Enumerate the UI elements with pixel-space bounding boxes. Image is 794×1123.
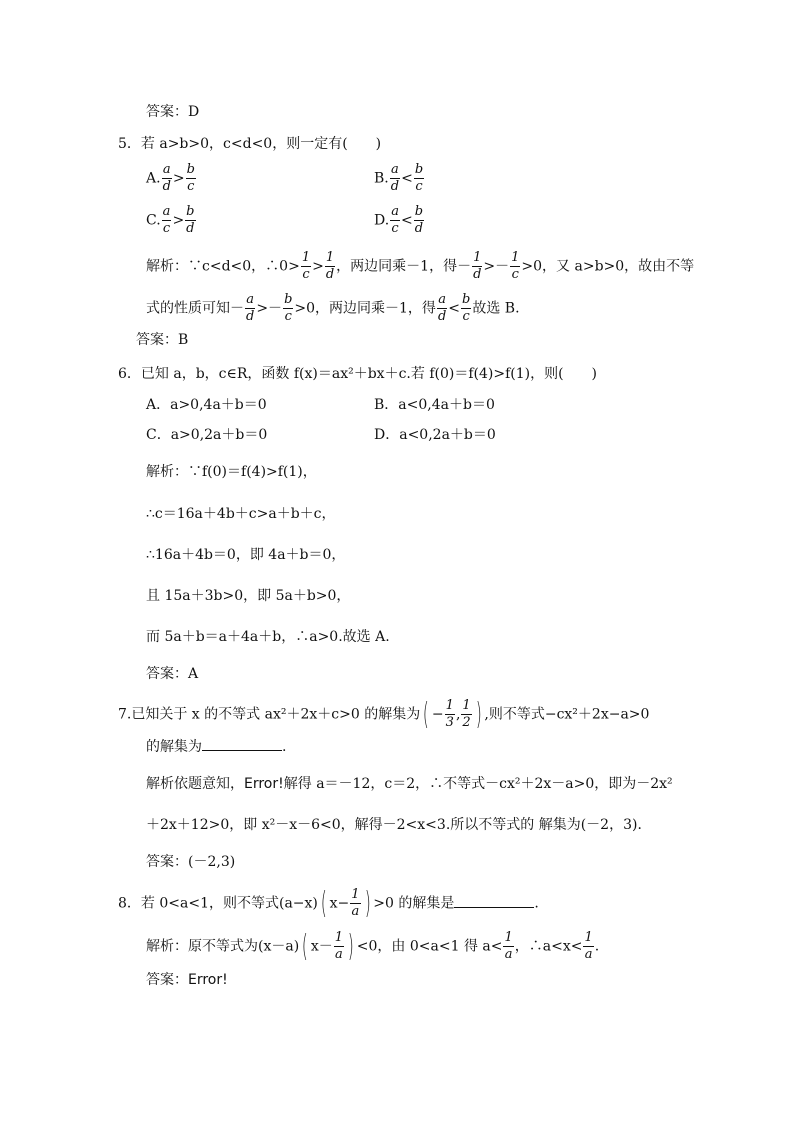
q7-answer-blank[interactable] [202,736,282,751]
q5-solution-line1: 解析：∵c<d<0，∴0> $\frac{1}{c}$ > $\frac{1}{d}$ ，两边同乘－1，得－ $\frac{1}{d}$ >－ $\frac{1}{c}$ >0，又 a>b>0，故由不等 [146,250,695,282]
q5-option-c: C. $\frac{a}{c}$ > $\frac{b}{d}$ [146,204,195,236]
q6-option-d: D．a<0,2a＋b＝0 [374,427,496,443]
q7-answer: 答案：(－2,3) [146,854,236,870]
q5-solution-line2: 式的性质可知－ $\frac{a}{d}$ >－ $\frac{b}{c}$ >0，两边同乘－1，得 $\frac{a}{d}$ < $\frac{b}{c}$ 故选 B. [146,292,520,324]
q6-solution-line2: ∴c＝16a＋4b＋c>a＋b＋c， [146,506,336,522]
q5-answer: 答案：B [136,332,189,348]
answer-4: 答案：D [146,104,200,120]
q5-option-d: D. $\frac{a}{c}$ < $\frac{b}{d}$ [374,204,424,236]
q6-option-c: C．a>0,2a＋b＝0 [146,427,268,443]
q5-option-a: A. $\frac{a}{d}$ > $\frac{b}{c}$ [146,162,195,194]
q8-answer: 答案：Error! [146,972,228,988]
q8-solution: 解析：原不等式为(x－a)( x－ $\frac{1}{a}$ ) <0，由 0<a<1 得 a< $\frac{1}{a}$ ，∴a<x< $\frac{1}{a}$ . [146,928,600,964]
q6-solution-line5: 而 5a＋b＝a＋4a＋b，∴a>0.故选 A. [146,629,390,645]
q7-stem-line2: 的解集为 . [146,736,286,757]
q7-solution-line1: 解析依题意知，Error!解得 a＝－12，c＝2，∴不等式－cx²＋2x－a>0，即为－2x² [146,776,673,792]
q5-option-b: B. $\frac{a}{d}$ < $\frac{b}{c}$ [374,162,424,194]
q6-solution-line4: 且 15a＋3b>0，即 5a＋b>0， [146,588,351,604]
q7-solution-line2: ＋2x＋12>0，即 x²－x－6<0，解得－2<x<3.所以不等式的 解集为(－2，3)． [146,817,652,833]
q8-stem: 8．若 0<a<1，则不等式(a−x)( x− $\frac{1}{a}$ ) >0 的解集是 . [118,885,539,921]
q6-solution-line1: 解析：∵f(0)＝f(4)>f(1)， [146,464,317,480]
q8-answer-blank[interactable] [454,893,534,908]
q6-option-b: B．a<0,4a＋b＝0 [374,397,495,413]
q6-option-a: A．a>0,4a＋b＝0 [146,397,267,413]
q6-stem: 6．已知 a，b，c∈R，函数 f(x)＝ax²＋bx＋c.若 f(0)＝f(4)>f(1)，则( ) [118,366,598,382]
q6-solution-line3: ∴16a＋4b＝0，即 4a＋b＝0， [146,547,346,563]
q5-stem: 5．若 a>b>0，c<d<0，则一定有( ) [118,136,382,152]
q7-stem-line1: 7.已知关于 x 的不等式 ax²＋2x＋c>0 的解集为( − $\frac{1}{3}$ , $\frac{1}{2}$ ) ,则不等式−cx²＋2x−a>0 [118,696,650,732]
q6-answer: 答案：A [146,666,199,682]
